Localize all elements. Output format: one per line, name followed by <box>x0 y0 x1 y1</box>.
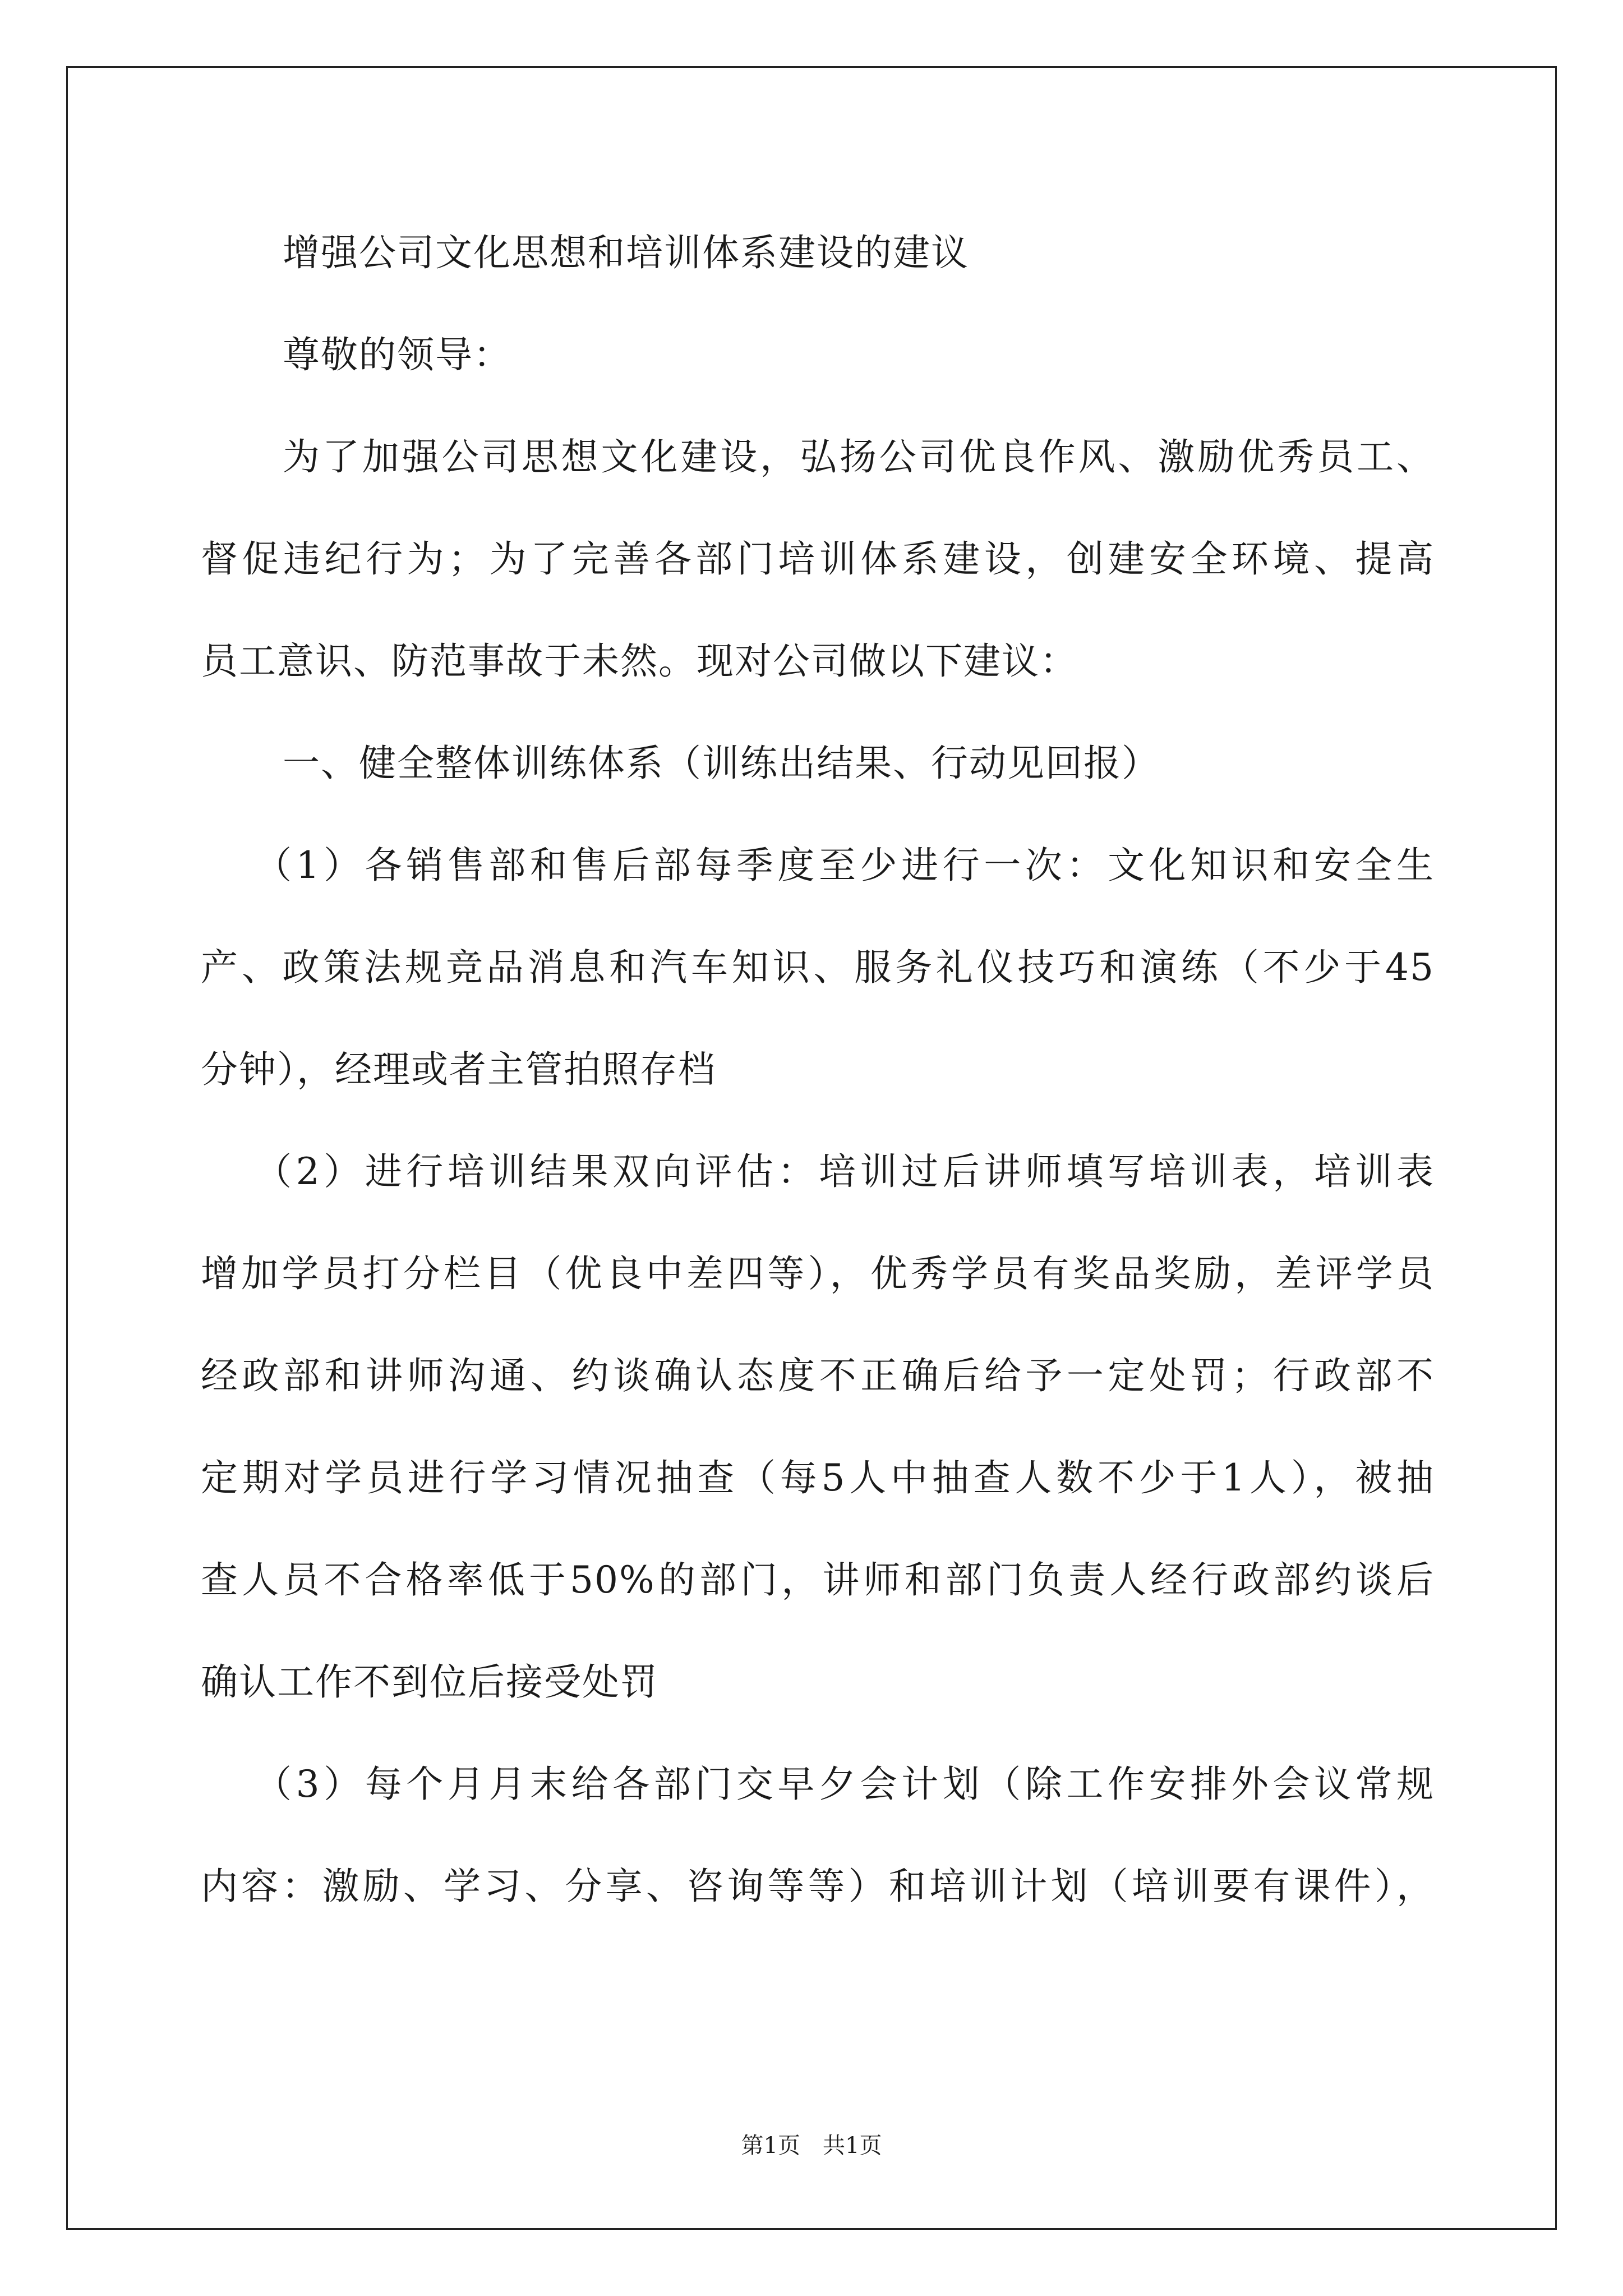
paragraph-line: 为了加强公司思想文化建设，弘扬公司优良作风、激励优秀员工、 <box>283 435 1435 478</box>
paragraph-line: 督促违纪行为；为了完善各部门培训体系建设，创建安全环境、提高 <box>201 537 1435 581</box>
section-heading: 一、健全整体训练体系（训练出结果、行动见回报） <box>283 742 1160 785</box>
paragraph-line: 分钟），经理或者主管拍照存档 <box>201 1048 716 1091</box>
paragraph-line: （1）各销售部和售后部每季度至少进行一次：文化知识和安全生 <box>255 844 1435 887</box>
document-body <box>201 202 1435 1938</box>
paragraph-line: 增加学员打分栏目（优良中差四等），优秀学员有奖品奖励，差评学员 <box>201 1252 1435 1295</box>
paragraph-line: 确认工作不到位后接受处罚 <box>201 1660 658 1704</box>
paragraph-line: 内容：激励、学习、分享、咨询等等）和培训计划（培训要有课件）， <box>201 1865 1435 1908</box>
paragraph-line: 员工意识、防范事故于未然。现对公司做以下建议： <box>201 639 1078 683</box>
paragraph-line: （3）每个月月末给各部门交早夕会计划（除工作安排外会议常规 <box>255 1763 1435 1806</box>
paragraph-line: 产、政策法规竞品消息和汽车知识、服务礼仪技巧和演练（不少于45 <box>201 946 1435 989</box>
paragraph-line: （2）进行培训结果双向评估：培训过后讲师填写培训表，培训表 <box>255 1150 1435 1193</box>
paragraph-line: 经政部和讲师沟通、约谈确认态度不正确后给予一定处罚；行政部不 <box>201 1354 1435 1397</box>
page-footer: 第1页 共1页 <box>741 2133 882 2159</box>
paragraph-line: 查人员不合格率低于50%的部门，讲师和部门负责人经行政部约谈后 <box>201 1558 1435 1602</box>
paragraph-line: 定期对学员进行学习情况抽查（每5人中抽查人数不少于1人），被抽 <box>201 1456 1435 1499</box>
document-title: 增强公司文化思想和培训体系建设的建议 <box>283 231 969 274</box>
greeting: 尊敬的领导： <box>283 333 511 376</box>
